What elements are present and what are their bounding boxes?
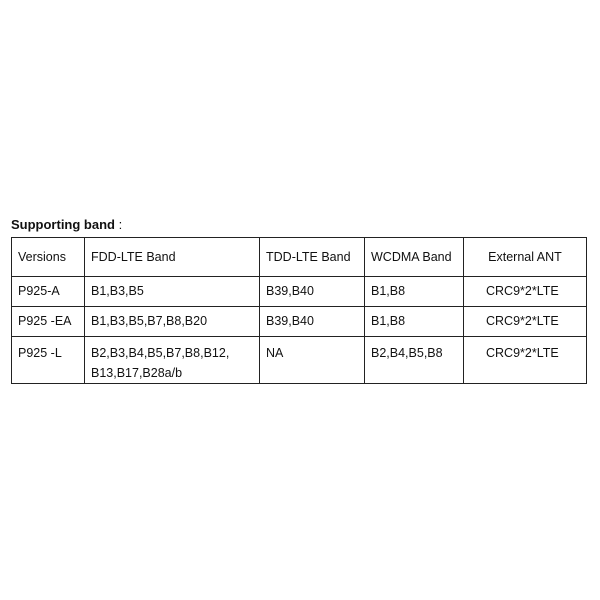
cell-fdd-line: B13,B17,B28a/b (91, 366, 183, 380)
cell-fdd-line: B2,B3,B4,B5,B7,B8,B12, (91, 346, 230, 360)
cell-external-ant: CRC9*2*LTE (464, 337, 587, 384)
section-heading (11, 217, 122, 233)
cell-version: P925 -L (12, 337, 85, 384)
cell-fdd-lte-band (85, 277, 260, 307)
cell-wcdma-band: B1,B8 (365, 277, 464, 307)
header-tdd-lte-band: TDD-LTE Band (260, 238, 365, 277)
table-row (12, 307, 587, 337)
cell-tdd-lte-band: B39,B40 (260, 307, 365, 337)
cell-fdd-lte-band (85, 307, 260, 337)
header-external-ant: External ANT (464, 238, 587, 277)
cell-wcdma-band: B1,B8 (365, 307, 464, 337)
cell-fdd-line: B1,B3,B5 (91, 284, 144, 298)
table-row (12, 277, 587, 307)
cell-wcdma-band: B2,B4,B5,B8 (365, 337, 464, 384)
cell-external-ant: CRC9*2*LTE (464, 307, 587, 337)
cell-version: P925-A (12, 277, 85, 307)
cell-tdd-lte-band: B39,B40 (260, 277, 365, 307)
cell-version: P925 -EA (12, 307, 85, 337)
header-versions: Versions (12, 238, 85, 277)
section-heading-title: Supporting band (11, 217, 115, 232)
supporting-band-table (11, 237, 587, 384)
cell-fdd-lte-band (85, 337, 260, 384)
cell-external-ant: CRC9*2*LTE (464, 277, 587, 307)
table-row (12, 337, 587, 384)
table-header-row (12, 238, 587, 277)
cell-tdd-lte-band: NA (260, 337, 365, 384)
cell-fdd-line: B1,B3,B5,B7,B8,B20 (91, 314, 208, 328)
header-wcdma-band: WCDMA Band (365, 238, 464, 277)
section-heading-colon: : (114, 217, 123, 232)
header-fdd-lte-band: FDD-LTE Band (85, 238, 260, 277)
